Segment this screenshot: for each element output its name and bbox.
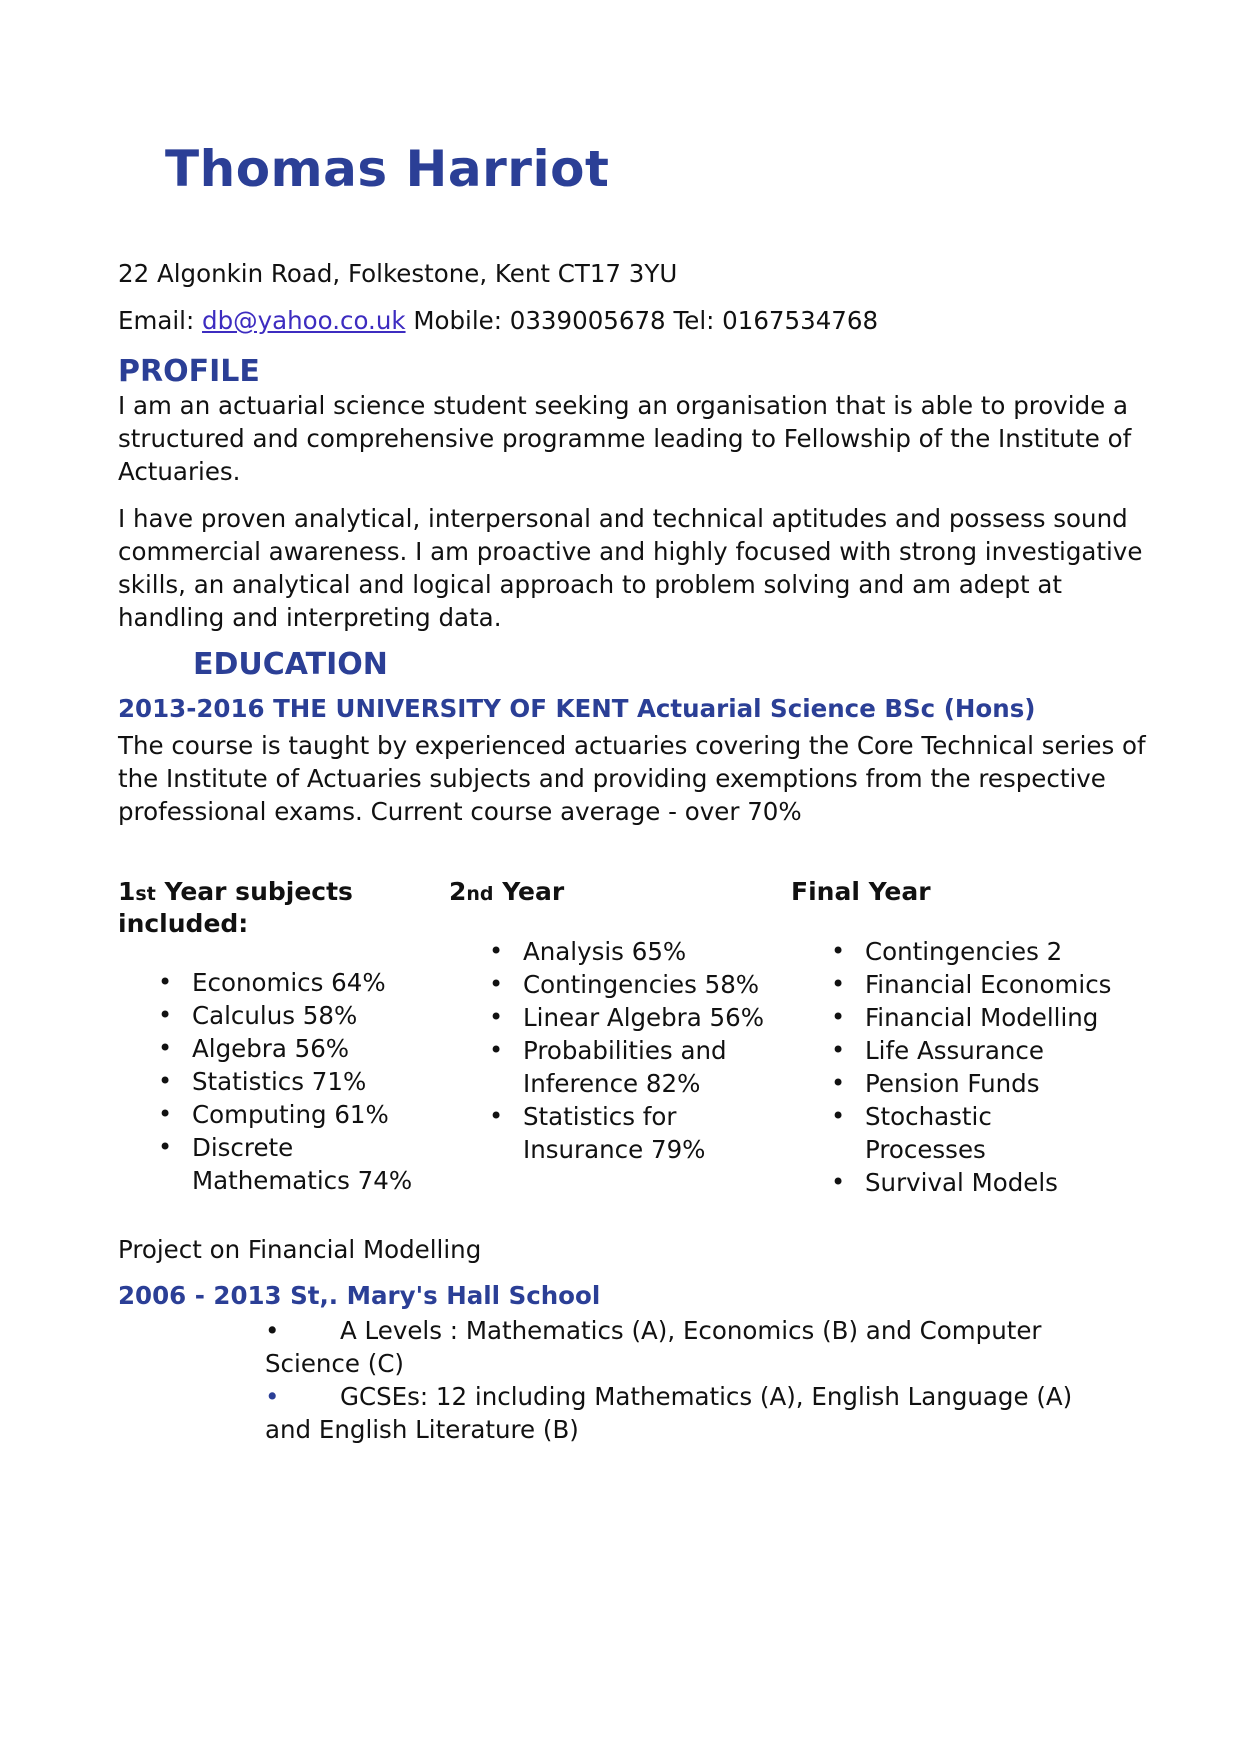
address: 22 Algonkin Road, Folkestone, Kent CT17 3YU (118, 259, 678, 288)
year-1-column (118, 877, 438, 1197)
university-title: 2013-2016 THE UNIVERSITY OF KENT Actuarial Science BSc (Hons) (118, 694, 1036, 723)
list-item: • Algebra 56% (118, 1032, 438, 1065)
list-item: • Pension Funds (791, 1067, 1141, 1100)
list-item: • Linear Algebra 56% (449, 1001, 789, 1034)
school-item-gcses (265, 1380, 1110, 1446)
list-item: • Stochastic Processes (791, 1100, 1065, 1166)
school-title: 2006 - 2013 St,. Mary's Hall School (118, 1281, 601, 1310)
candidate-name: Thomas Harriot (165, 140, 610, 198)
list-item: • Economics 64% (118, 966, 438, 999)
final-year-subject-list (791, 935, 1141, 1199)
list-item: • Computing 61% (118, 1098, 438, 1131)
school-item-text: A Levels : Mathematics (A), Economics (B) and Computer Science (C) (265, 1316, 1042, 1378)
email-label: Email: (118, 306, 195, 335)
list-item: • Discrete Mathematics 74% (118, 1131, 432, 1197)
profile-paragraph-1: I am an actuarial science student seeking an organisation that is able to provide a structured and comprehensive programme leading to Fellowship of the Institute of Actuaries. (118, 391, 1132, 486)
school-item-a-levels (265, 1314, 1110, 1380)
year-2-column (449, 877, 789, 1166)
education-heading: EDUCATION (193, 647, 388, 682)
list-item: • Contingencies 58% (449, 968, 789, 1001)
final-year-heading: Final Year (791, 877, 931, 906)
year-1-subject-list (118, 966, 438, 1197)
university-description: The course is taught by experienced actuaries covering the Core Technical series of the Institute of Actuaries subjects and providing exemptions from the respective professional exams. Current course average - over 70% (118, 731, 1146, 826)
bullet-icon: • (265, 1316, 280, 1345)
list-item: • Life Assurance (791, 1034, 1141, 1067)
list-item: • Survival Models (791, 1166, 1141, 1199)
list-item: • Financial Modelling (791, 1001, 1141, 1034)
final-year-column (791, 877, 1141, 1199)
project-line: Project on Financial Modelling (118, 1235, 482, 1264)
list-item: • Statistics for Insurance 79% (449, 1100, 753, 1166)
profile-heading: PROFILE (118, 354, 260, 389)
list-item: • Statistics 71% (118, 1065, 438, 1098)
list-item: • Probabilities and Inference 82% (449, 1034, 753, 1100)
tel-number: Tel: 0167534768 (673, 306, 879, 335)
list-item: • Contingencies 2 (791, 935, 1141, 968)
list-item: • Analysis 65% (449, 935, 789, 968)
email-link[interactable]: db@yahoo.co.uk (202, 306, 406, 335)
mobile-number: Mobile: 0339005678 (413, 306, 666, 335)
year-2-subject-list (449, 935, 789, 1166)
school-item-text: GCSEs: 12 including Mathematics (A), English Language (A) and English Literature (B) (265, 1382, 1073, 1444)
list-item: • Financial Economics (791, 968, 1141, 1001)
year-1-heading: 1st Year subjects included: (118, 877, 353, 938)
list-item: • Calculus 58% (118, 999, 438, 1032)
year-2-heading: 2nd Year (449, 877, 565, 906)
contact-line (118, 304, 878, 337)
profile-paragraph-2: I have proven analytical, interpersonal and technical aptitudes and possess sound commercial awareness. I am proactive and highly focused with strong investigative skills, an analytical and logical approach to problem solving and am adept at handling and interpreting data. (118, 504, 1143, 632)
bullet-icon: • (265, 1382, 280, 1411)
